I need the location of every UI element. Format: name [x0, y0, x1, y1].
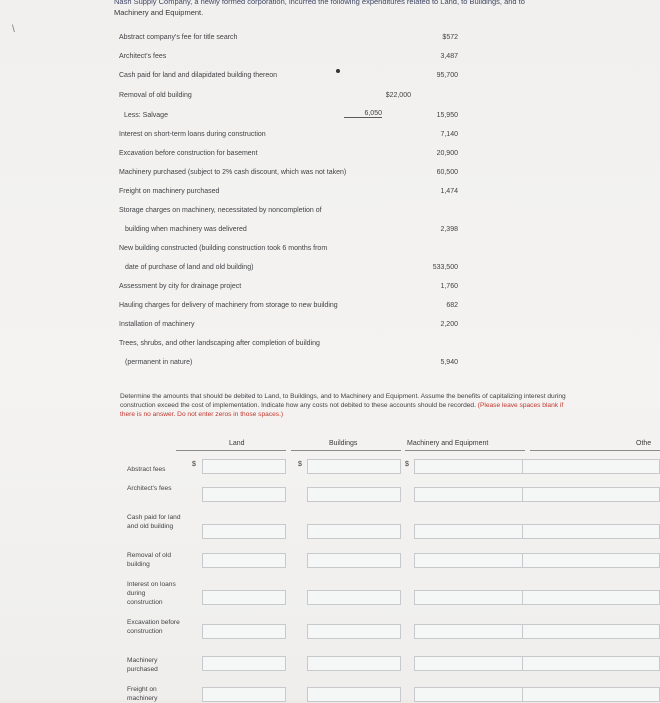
expense-label: Excavation before construction for basement: [119, 150, 258, 157]
buildings-architect-fees-input[interactable]: [307, 487, 401, 502]
other-interest-input[interactable]: [522, 590, 660, 605]
expense-amount: 15,950: [436, 112, 458, 119]
instructions-text: Determine the amounts that should be debited to Land, to Buildings, and to Machinery and Equipment. Assume the benefits of capitalizing interest during construction exceed the cost of implementation. Indicate how any costs not debited to these accounts should be recorded.: [120, 393, 566, 409]
expense-amount: 1,474: [440, 188, 458, 195]
land-removal-input[interactable]: [202, 553, 286, 568]
land-machinery-purchased-input[interactable]: [202, 656, 286, 671]
expense-amount: 682: [446, 302, 458, 309]
machinery-interest-input[interactable]: [414, 590, 525, 605]
machinery-excavation-input[interactable]: [414, 624, 525, 639]
header-rule: [176, 450, 286, 451]
expense-label: Installation of machinery: [119, 321, 195, 328]
other-removal-input[interactable]: [522, 553, 660, 568]
expense-amount: 60,500: [436, 169, 458, 176]
expense-amount: 5,940: [440, 359, 458, 366]
header-rule: [530, 450, 660, 451]
machinery-cash-paid-input[interactable]: [414, 524, 525, 539]
row-label: Removal of old building: [127, 552, 171, 568]
cursor-dot: [336, 69, 340, 73]
machinery-removal-input[interactable]: [414, 553, 525, 568]
other-excavation-input[interactable]: [522, 624, 660, 639]
buildings-machinery-purchased-input[interactable]: [307, 656, 401, 671]
row-label: Machinery purchased: [127, 657, 158, 673]
buildings-abstract-fees-input[interactable]: [307, 459, 401, 474]
land-architect-fees-input[interactable]: [202, 487, 286, 502]
land-excavation-input[interactable]: [202, 624, 286, 639]
expense-amount: 2,200: [440, 321, 458, 328]
expense-label: date of purchase of land and old building): [125, 264, 254, 271]
row-label: Freight on machinery: [127, 686, 158, 702]
row-label: Cash paid for land and old building: [127, 514, 181, 530]
expense-amount: $572: [442, 34, 458, 41]
column-header-machinery: Machinery and Equipment: [407, 440, 489, 447]
expense-amount: 1,760: [440, 283, 458, 290]
expense-amount: 3,487: [440, 53, 458, 60]
land-abstract-fees-input[interactable]: [202, 459, 286, 474]
expense-subamount: 6,050: [344, 110, 382, 118]
expense-label: Removal of old building: [119, 92, 192, 99]
header-rule: [291, 450, 401, 451]
row-label: Architect's fees: [127, 485, 172, 492]
buildings-excavation-input[interactable]: [307, 624, 401, 639]
expense-label: Storage charges on machinery, necessitated by noncompletion of: [119, 207, 322, 214]
land-interest-input[interactable]: [202, 590, 286, 605]
expense-label: Freight on machinery purchased: [119, 188, 220, 195]
buildings-removal-input[interactable]: [307, 553, 401, 568]
expense-amount: 95,700: [436, 72, 458, 79]
buildings-interest-input[interactable]: [307, 590, 401, 605]
expense-label: Machinery purchased (subject to 2% cash discount, which was not taken): [119, 169, 347, 176]
expense-label: building when machinery was delivered: [125, 226, 247, 233]
expense-label: Trees, shrubs, and other landscaping after completion of building: [119, 340, 320, 347]
currency-symbol: $: [405, 461, 409, 468]
currency-symbol: $: [192, 461, 196, 468]
row-label: Excavation before construction: [127, 619, 180, 635]
expense-subamount: $22,000: [385, 92, 411, 99]
row-label: Interest on loans during construction: [127, 581, 176, 606]
expense-label: Cash paid for land and dilapidated building thereon: [119, 72, 278, 79]
expense-label: New building constructed (building construction took 6 months from: [119, 245, 328, 252]
intro-line-2: Machinery and Equipment.: [114, 8, 204, 17]
other-architect-fees-input[interactable]: [522, 487, 660, 502]
instructions: [120, 392, 575, 419]
expense-label: Assessment by city for drainage project: [119, 283, 242, 290]
other-machinery-purchased-input[interactable]: [522, 656, 660, 671]
currency-symbol: $: [298, 461, 302, 468]
expense-label: (permanent in nature): [125, 359, 193, 366]
machinery-machinery-purchased-input[interactable]: [414, 656, 525, 671]
column-header-other: Othe: [636, 440, 652, 447]
other-abstract-fees-input[interactable]: [522, 459, 660, 474]
machinery-architect-fees-input[interactable]: [414, 487, 525, 502]
problem-intro: [114, 0, 654, 18]
expense-label: Interest on short-term loans during construction: [119, 131, 266, 138]
instructions-note: (Please leave spaces blank if there is no answer. Do not enter zeros in those spaces.): [120, 402, 564, 418]
column-header-buildings: Buildings: [329, 440, 358, 447]
land-cash-paid-input[interactable]: [202, 524, 286, 539]
expense-amount: 2,398: [440, 226, 458, 233]
expense-label: Abstract company's fee for title search: [119, 34, 238, 41]
column-header-land: Land: [229, 440, 245, 447]
intro-line-1: Nash Supply Company, a newly formed corporation, incurred the following expenditures related to Land, to Buildings, and to: [114, 0, 525, 6]
header-rule: [405, 450, 525, 451]
other-cash-paid-input[interactable]: [522, 524, 660, 539]
buildings-cash-paid-input[interactable]: [307, 524, 401, 539]
margin-mark: \: [12, 24, 15, 35]
row-label: Abstract fees: [127, 466, 166, 473]
machinery-abstract-fees-input[interactable]: [414, 459, 525, 474]
expense-amount: 533,500: [432, 264, 458, 271]
expense-amount: 20,900: [436, 150, 458, 157]
expense-label: Less: Salvage: [124, 112, 168, 119]
expense-amount: 7,140: [440, 131, 458, 138]
expense-label: Hauling charges for delivery of machinery from storage to new building: [119, 302, 338, 309]
expense-label: Architect's fees: [119, 53, 167, 60]
